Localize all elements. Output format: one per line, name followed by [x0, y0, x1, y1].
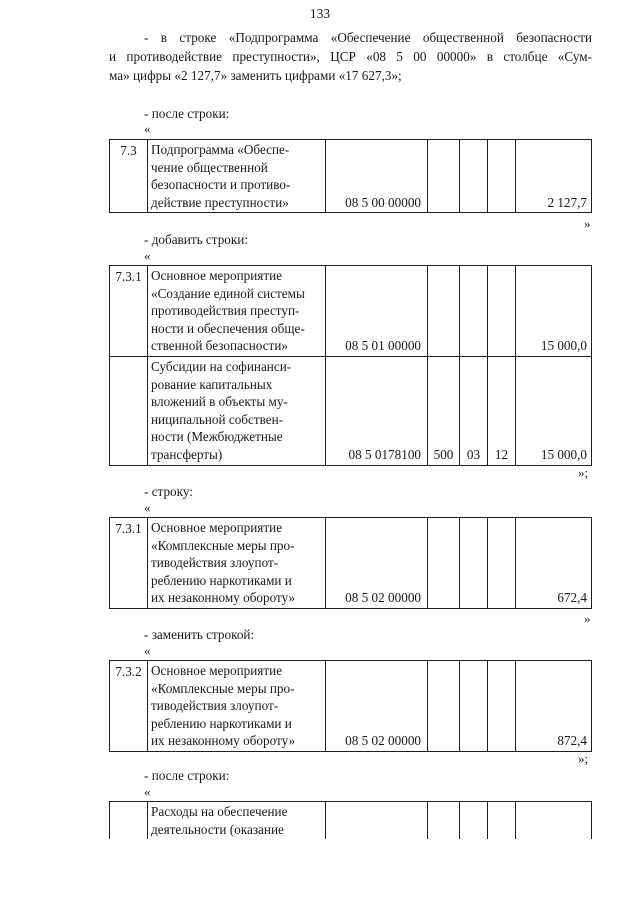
row-sum — [516, 802, 592, 840]
row-csr: 08 5 02 00000 — [326, 661, 428, 752]
row-name-line: деятельности (оказание — [151, 821, 284, 837]
row-sum: 15 000,0 — [516, 266, 592, 357]
row-rz — [460, 802, 488, 840]
row-pr — [488, 661, 516, 752]
page-number: 133 — [309, 6, 331, 21]
row-name-line: ности (Межбюджетные — [151, 429, 283, 445]
row-name — [148, 661, 326, 752]
instruction-replace-row: - заменить строкой: — [144, 627, 255, 642]
row-name-line: ниципальной собствен- — [151, 411, 284, 427]
row-rz: 03 — [460, 356, 488, 465]
row-name-line: реблению наркотиками и — [151, 572, 292, 588]
row-name-line: тиводействия злоупот- — [151, 555, 279, 571]
row-csr: 08 5 02 00000 — [326, 518, 428, 609]
row-csr: 08 5 0178100 — [326, 356, 428, 465]
row-number: 7.3.2 — [110, 661, 148, 752]
row-name-line: действие преступности» — [151, 194, 289, 210]
open-quote: « — [144, 248, 151, 263]
row-name-line: противодействия преступ- — [151, 303, 300, 319]
table-section-4 — [109, 660, 592, 752]
row-name-line: рование капитальных — [151, 376, 273, 392]
row-csr: 08 5 00 00000 — [326, 140, 428, 213]
table-section-5 — [109, 801, 592, 839]
intro-line-3: ма» цифры «2 127,7» заменить цифрами «17 627,3»; — [109, 68, 402, 83]
open-quote: « — [144, 784, 151, 799]
row-name-line: Расходы на обеспечение — [151, 804, 288, 819]
close-quote: » — [584, 216, 591, 231]
row-name-line: «Комплексные меры про- — [151, 537, 295, 553]
open-quote: « — [144, 500, 151, 515]
row-vr — [428, 140, 460, 213]
table-row — [110, 266, 592, 357]
row-sum: 15 000,0 — [516, 356, 592, 465]
row-rz — [460, 518, 488, 609]
row-csr — [326, 802, 428, 840]
row-pr — [488, 518, 516, 609]
row-sum: 872,4 — [516, 661, 592, 752]
close-quote: » — [584, 611, 591, 626]
row-name-line: Основное мероприятие — [151, 663, 283, 678]
row-vr — [428, 266, 460, 357]
row-pr — [488, 802, 516, 840]
instruction-after-row: - после строки: — [144, 106, 230, 121]
row-name-line: Основное мероприятие — [151, 520, 283, 535]
row-vr: 500 — [428, 356, 460, 465]
row-name — [148, 356, 326, 465]
table-row — [110, 356, 592, 465]
close-quote: »; — [578, 751, 589, 766]
row-pr — [488, 266, 516, 357]
row-sum: 2 127,7 — [516, 140, 592, 213]
table-row — [110, 518, 592, 609]
table-section-2 — [109, 265, 592, 466]
row-name-line: чение общественной — [151, 159, 268, 175]
row-vr — [428, 802, 460, 840]
row-name-line: тиводействия злоупот- — [151, 698, 279, 714]
row-name-line: Подпрограмма «Обеспе- — [151, 142, 290, 157]
row-name-line: безопасности и противо- — [151, 177, 291, 193]
row-name-line: ственной безопасности» — [151, 338, 288, 354]
row-name-line: вложений в объекты му- — [151, 394, 288, 410]
row-number: 7.3.1 — [110, 518, 148, 609]
row-rz — [460, 140, 488, 213]
instruction-row: - строку: — [144, 484, 193, 499]
row-rz — [460, 266, 488, 357]
row-pr — [488, 140, 516, 213]
row-name-line: реблению наркотиками и — [151, 715, 292, 731]
row-vr — [428, 518, 460, 609]
row-name — [148, 518, 326, 609]
row-number: 7.3 — [110, 140, 148, 213]
open-quote: « — [144, 121, 151, 136]
row-number: 7.3.1 — [110, 266, 148, 357]
row-name-line: «Создание единой системы — [151, 285, 305, 301]
row-name — [148, 140, 326, 213]
table-section-1 — [109, 139, 592, 213]
row-name-line: Субсидии на софинанси- — [151, 358, 292, 374]
row-name-line: трансферты) — [151, 446, 223, 462]
row-name-line: ности и обеспечения обще- — [151, 320, 305, 336]
table-row — [110, 140, 592, 213]
intro-line-2: и противодействие преступности», ЦСР «08 5 00 00000» в столбце «Сум- — [109, 49, 592, 64]
row-name — [148, 802, 326, 840]
row-name-line: Основное мероприятие — [151, 268, 283, 283]
row-name — [148, 266, 326, 357]
instruction-add-rows: - добавить строки: — [144, 232, 249, 247]
row-name-line: «Комплексные меры про- — [151, 680, 295, 696]
row-name-line: их незаконному обороту» — [151, 733, 296, 749]
table-row — [110, 802, 592, 840]
intro-line-1: - в строке «Подпрограмма «Обеспечение общественной безопасности — [144, 30, 592, 45]
close-quote: »; — [578, 465, 589, 480]
table-row — [110, 661, 592, 752]
row-csr: 08 5 01 00000 — [326, 266, 428, 357]
open-quote: « — [144, 643, 151, 658]
row-pr: 12 — [488, 356, 516, 465]
row-rz — [460, 661, 488, 752]
row-sum: 672,4 — [516, 518, 592, 609]
row-name-line: их незаконному обороту» — [151, 590, 296, 606]
table-section-3 — [109, 517, 592, 609]
row-vr — [428, 661, 460, 752]
row-number — [110, 356, 148, 465]
row-number — [110, 802, 148, 840]
instruction-after-row: - после строки: — [144, 768, 230, 783]
